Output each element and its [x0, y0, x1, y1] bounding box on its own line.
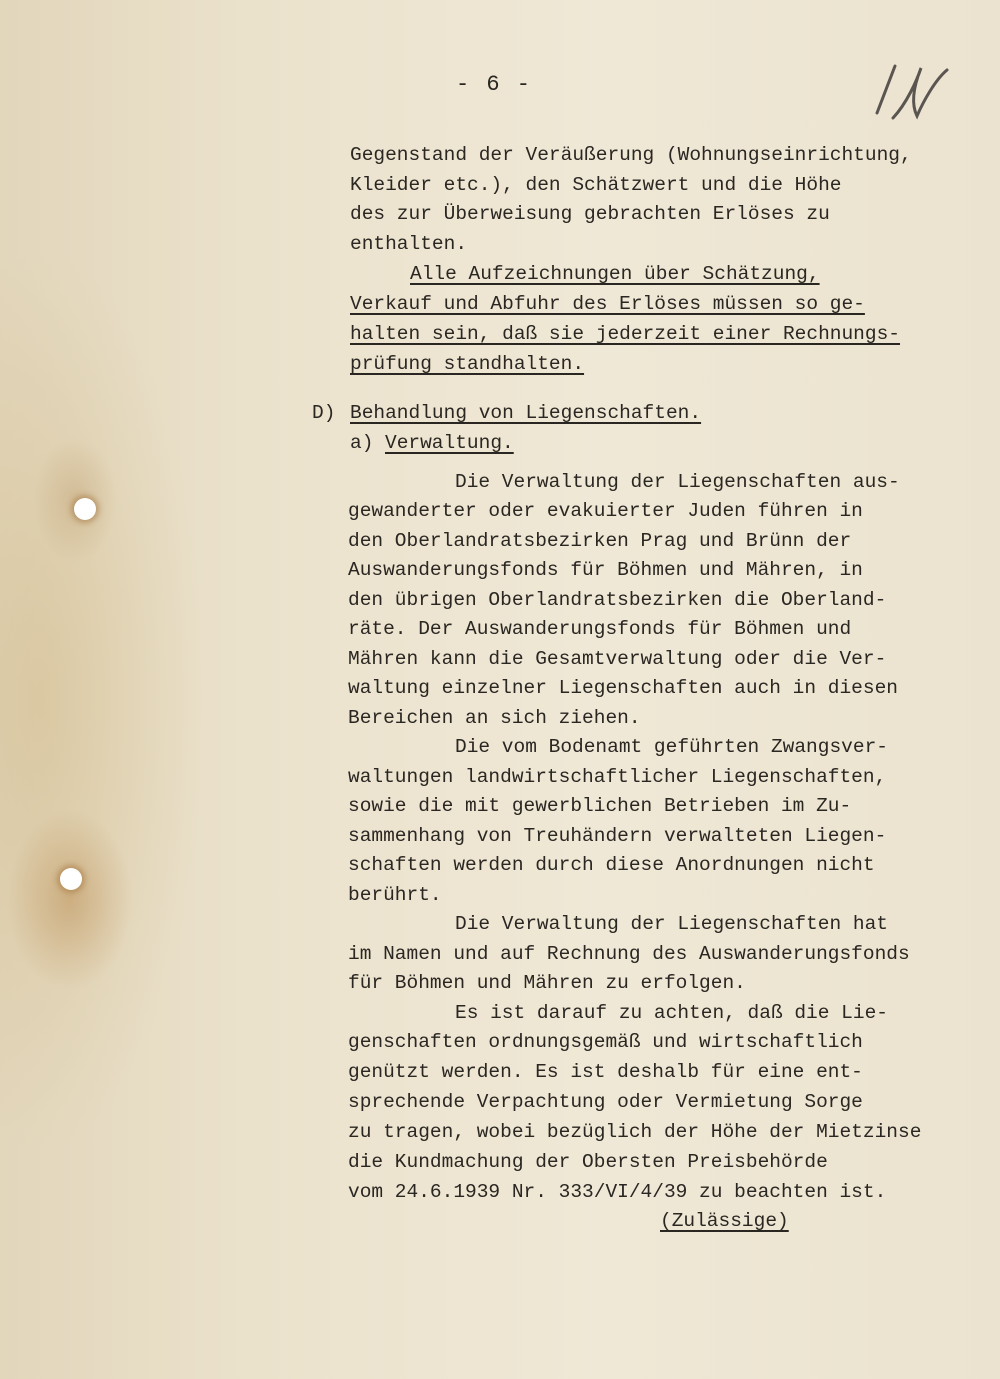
paragraph-line: berührt.	[348, 884, 442, 906]
paragraph-line: waltung einzelner Liegenschaften auch in diesen	[348, 677, 898, 699]
paragraph-line: sprechende Verpachtung oder Vermietung Sorge	[348, 1091, 863, 1113]
paragraph-line: sammenhang von Treuhändern verwalteten Liegen-	[348, 825, 887, 847]
section-title: Behandlung von Liegenschaften.	[350, 402, 702, 424]
intro-line: Kleider etc.), den Schätzwert und die Höhe	[350, 174, 842, 196]
punch-hole-bottom	[60, 868, 82, 890]
underlined-line: Alle Aufzeichnungen über Schätzung,	[410, 263, 820, 285]
paragraph-line: Bereichen an sich ziehen.	[348, 707, 641, 729]
paragraph-line: waltungen landwirtschaftlicher Liegenschaften,	[348, 766, 887, 788]
paragraph-line: genützt werden. Es ist deshalb für eine ent-	[348, 1061, 863, 1083]
paragraph-line: Mähren kann die Gesamtverwaltung oder die Ver-	[348, 648, 887, 670]
paragraph-line: sowie die mit gewerblichen Betrieben im Zu-	[348, 795, 852, 817]
page-number: - 6 -	[456, 72, 533, 97]
paragraph-line: für Böhmen und Mähren zu erfolgen.	[348, 972, 746, 994]
underlined-line: prüfung standhalten.	[350, 353, 585, 375]
section-letter: D)	[312, 402, 336, 424]
paragraph-line: Die Verwaltung der Liegenschaften aus-	[455, 471, 900, 493]
paragraph-line: räte. Der Auswanderungsfonds für Böhmen und	[348, 618, 852, 640]
underlined-line: halten sein, daß sie jederzeit einer Rechnungs-	[350, 323, 900, 345]
paragraph-line: den Oberlandratsbezirken Prag und Brünn der	[348, 530, 852, 552]
underlined-line: Verkauf und Abfuhr des Erlöses müssen so ge-	[350, 293, 865, 315]
subsection-title: Verwaltung.	[385, 432, 514, 454]
paragraph-line: schaften werden durch diese Anordnungen nicht	[348, 854, 875, 876]
paragraph-line: Die vom Bodenamt geführten Zwangsver-	[455, 736, 888, 758]
paragraph-line: Auswanderungsfonds für Böhmen und Mähren, in	[348, 559, 863, 581]
subsection-letter: a)	[350, 432, 374, 454]
handwritten-folio-mark	[855, 58, 965, 148]
intro-line: des zur Überweisung gebrachten Erlöses zu	[350, 203, 830, 225]
intro-line: Gegenstand der Veräußerung (Wohnungseinrichtung,	[350, 144, 912, 166]
punch-hole-top	[74, 498, 96, 520]
paragraph-line: im Namen und auf Rechnung des Auswanderungsfonds	[348, 943, 910, 965]
paragraph-line: Die Verwaltung der Liegenschaften hat	[455, 913, 888, 935]
continuation-catchword: (Zulässige)	[660, 1210, 789, 1232]
paragraph-line: zu tragen, wobei bezüglich der Höhe der Mietzinse	[348, 1121, 922, 1143]
paragraph-line: vom 24.6.1939 Nr. 333/VI/4/39 zu beachten ist.	[348, 1181, 887, 1203]
paragraph-line: die Kundmachung der Obersten Preisbehörde	[348, 1151, 828, 1173]
intro-line: enthalten.	[350, 233, 468, 255]
paragraph-line: gewanderter oder evakuierter Juden führen in	[348, 500, 863, 522]
paragraph-line: den übrigen Oberlandratsbezirken die Oberland-	[348, 589, 887, 611]
paragraph-line: genschaften ordnungsgemäß und wirtschaftlich	[348, 1031, 863, 1053]
paragraph-line: Es ist darauf zu achten, daß die Lie-	[455, 1002, 888, 1024]
